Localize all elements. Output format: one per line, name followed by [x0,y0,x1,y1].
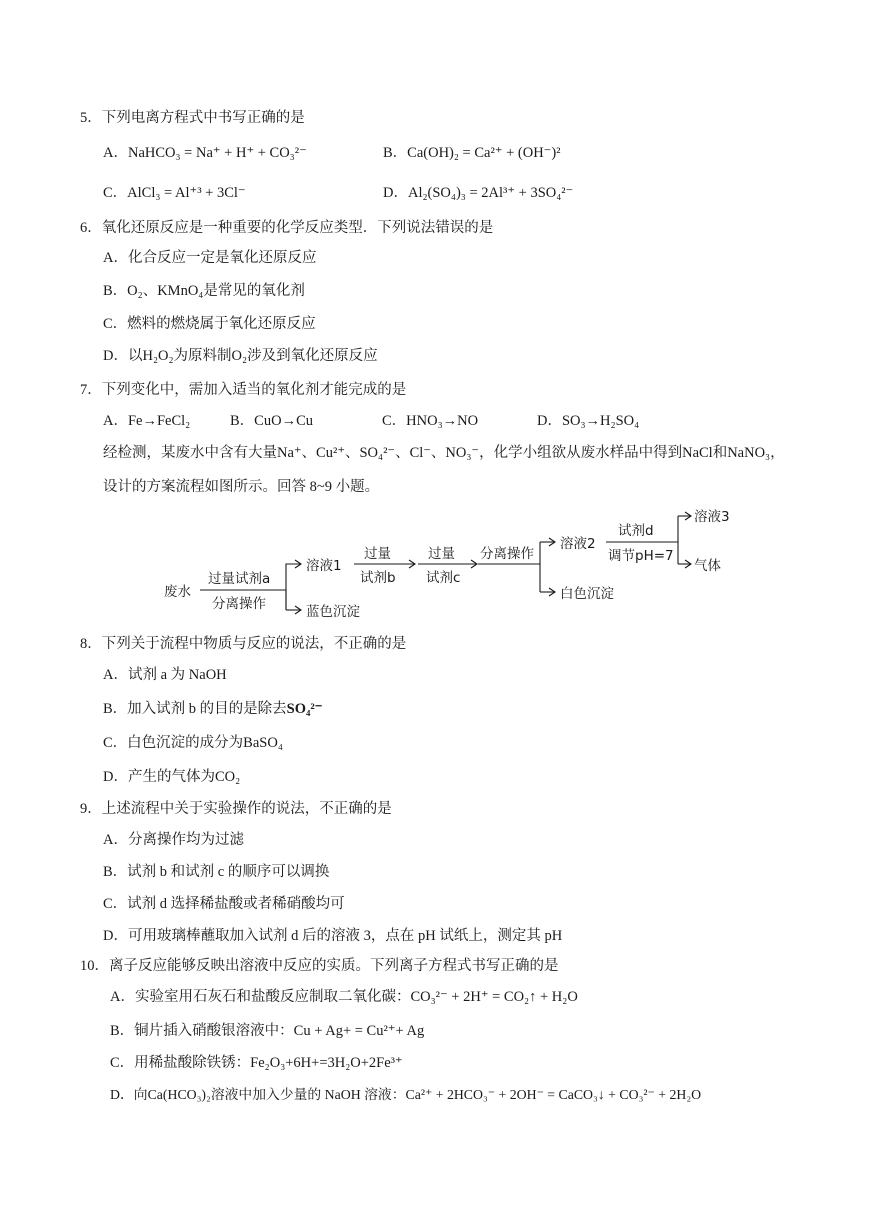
q9-option-b: B．试剂 b 和试剂 c 的顺序可以调换 [103,864,330,880]
flow-step1-top: 过量试剂a [208,571,271,587]
q5-d-label: D． [383,185,408,201]
q8-c-text: C．白色沉淀的成分为 [103,735,244,751]
process-flow-diagram [160,500,760,630]
q5-option-c [103,183,246,203]
flow-solution1: 溶液1 [306,558,342,574]
flow-solution3: 溶液3 [694,509,730,525]
q6-d-formula-2: O₂ [231,348,248,364]
q8-c-formula: BaSO₄ [243,735,283,751]
q6-option-d [103,346,378,366]
q10-stem: 10．离子反应能够反映出溶液中反应的实质。下列离子方程式书写正确的是 [80,958,559,974]
q5-c-label: C． [103,185,128,201]
q9-option-d: D．可用玻璃棒蘸取加入试剂 d 后的溶液 3，点在 pH 试纸上，测定其 pH [103,928,563,944]
flow-waste: 废水 [164,584,191,600]
intro-text-b: ，化学小组欲从废水样品中得到NaCl和 [479,445,728,461]
q5-stem: 5．下列电离方程式中书写正确的是 [80,110,305,126]
q8-b-formula: SO₄²⁻ [286,701,323,717]
q6-b-text: 是常见的氧化剂 [203,283,305,299]
flow-step4-top: 试剂d [618,523,654,539]
intro-text-a: 经检测，某废水中含有大量 [103,445,277,461]
flow-step1-bottom: 分离操作 [212,596,266,612]
q10-a-equation: CO₃²⁻ + 2H⁺ = CO₂↑ + H₂O [410,989,578,1005]
q10-d-formula: Ca(HCO₃)₂ [147,1087,211,1102]
q5-b-label: B． [383,145,408,161]
flow-step4-bottom: 调节pH=7 [608,548,674,564]
flow-step3-bottom: 试剂c [426,570,461,586]
q8-d-formula: CO₂ [214,769,241,785]
q5-b-equation: Ca(OH)₂ = Ca²⁺ + (OH⁻)² [407,145,561,161]
q10-b-equation: Cu + Ag+ = Cu²⁺+ Ag [293,1023,425,1039]
q5-option-b [383,143,561,163]
q10-option-b [110,1021,424,1041]
q6-d-end: 涉及到氧化还原反应 [247,348,378,364]
q8-option-b [103,699,322,719]
q10-option-a [110,987,578,1007]
flow-step2-bottom: 试剂b [360,570,396,586]
q9-option-c: C．试剂 d 选择稀盐酸或者稀硝酸均可 [103,896,345,912]
q8-option-c [103,733,283,753]
q6-option-b [103,281,305,301]
q9-option-a: A．分离操作均为过滤 [103,832,244,848]
q10-c-text: C．用稀盐酸除铁锈： [110,1055,251,1071]
q10-option-c [110,1053,403,1073]
q5-a-label: A． [103,145,128,161]
q5-option-d [383,183,573,203]
intro-nano3: NaNO₃ [727,445,771,461]
q8-option-d [103,767,240,787]
q7-option-c: C．HNO₃→NO [382,413,479,429]
q10-d-text-1: D．向 [110,1087,148,1102]
q10-option-d [110,1085,701,1105]
q10-a-text: A．实验室用石灰石和盐酸反应制取二氧化碳： [110,989,411,1005]
flow-solution2: 溶液2 [560,536,596,552]
flow-gas: 气体 [694,558,721,574]
q10-d-equation: Ca²⁺ + 2HCO₃⁻ + 2OH⁻ = CaCO₃↓ + CO₃²⁻ + 2H₂O [405,1087,702,1102]
q9-stem: 9．上述流程中关于实验操作的说法，不正确的是 [80,801,392,817]
q10-d-text-2: 溶液中加入少量的 NaOH 溶液： [210,1087,406,1102]
q6-b-formula: O₂、KMnO₄ [127,283,204,299]
q5-c-equation: AlCl₃ = Al⁺³ + 3Cl⁻ [127,185,246,201]
q5-d-equation: Al₂(SO₄)₃ = 2Al³⁺ + 3SO₄²⁻ [407,185,574,201]
q8-d-text: D．产生的气体为 [103,769,215,785]
flow-step2-top: 过量 [364,546,391,562]
q6-stem: 6．氧化还原反应是一种重要的化学反应类型．下列说法错误的是 [80,220,494,236]
flow-separation: 分离操作 [480,546,534,562]
q10-b-text: B．铜片插入硝酸银溶液中： [110,1023,294,1039]
intro-ions: Na⁺、Cu²⁺、SO₄²⁻、Cl⁻、NO₃⁻ [277,445,480,461]
q6-d-mid: 为原料制 [173,348,232,364]
q7-stem: 7．下列变化中，需加入适当的氧化剂才能完成的是 [80,382,407,398]
q8-b-text: B．加入试剂 b 的目的是除去 [103,701,287,717]
q6-d-formula-1: H₂O₂ [142,348,174,364]
q6-b-label: B． [103,283,128,299]
intro-line-1 [103,443,785,463]
q8-stem: 8．下列关于流程中物质与反应的说法，不正确的是 [80,636,407,652]
flow-blue-precipitate: 蓝色沉淀 [306,604,360,620]
q7-option-a: A．Fe→FeCl₂ [103,413,191,429]
flow-white-precipitate: 白色沉淀 [560,586,614,602]
q7-option-b: B．CuO→Cu [230,413,313,429]
flow-step3-top: 过量 [428,546,455,562]
q7-option-d: D．SO₃→H₂SO₄ [537,413,640,429]
flow-branch-1 [286,564,300,610]
q5-option-a [103,143,307,163]
q6-d-label: D．以 [103,348,143,364]
q10-c-equation: Fe₂O₃+6H+=3H₂O+2Fe³⁺ [250,1055,403,1071]
intro-text-c: ， [770,445,785,461]
q6-option-a: A．化合反应一定是氧化还原反应 [103,250,317,266]
q8-option-a: A．试剂 a 为 NaOH [103,667,227,683]
q6-option-c: C．燃料的燃烧属于氧化还原反应 [103,316,316,332]
q5-a-equation: NaHCO₃ = Na⁺ + H⁺ + CO₃²⁻ [127,145,307,161]
intro-line-2: 设计的方案流程如图所示。回答 8~9 小题。 [103,479,380,495]
